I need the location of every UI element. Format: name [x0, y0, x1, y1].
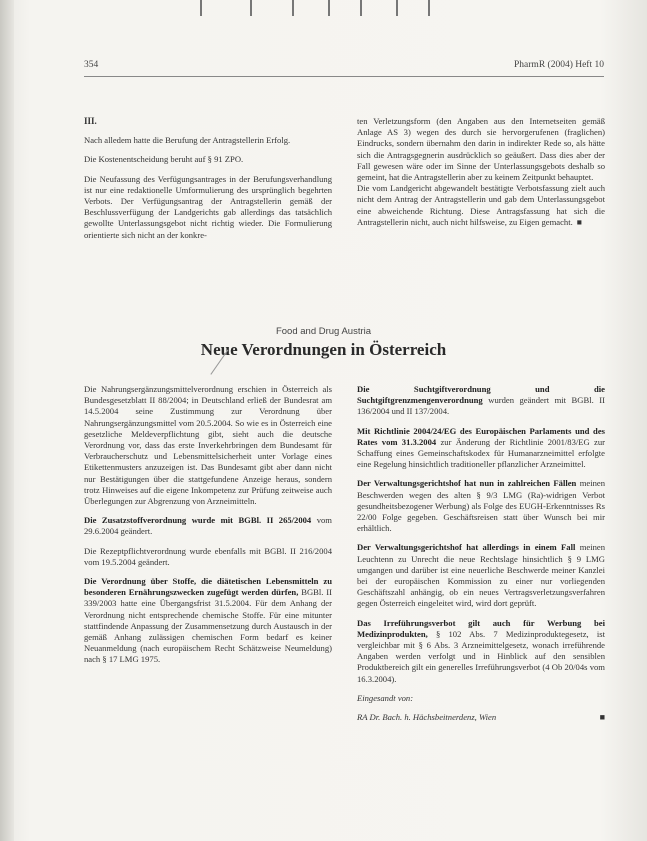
author-block [357, 693, 605, 723]
paragraph: Die Neufassung des Verfügungsantrages in der Berufungsverhandlung ist nur eine redaktionelle Umformulierung des ursprünglich begehrten Verbots. Der Verfügungsantrag der Antragstellerin gemäß der Beschlussverfügung der Landgerichts gab allerdings das tatsächlich gewollte Unterlassungsgebot nicht richtig wieder. Die Formulierung orientierte sich nicht an der konkre- [84, 173, 332, 240]
section-heading-iii: III. [84, 116, 97, 126]
paragraph-text: Die Rezeptpflichtverordnung wurde ebenfalls mit BGBl. II 216/2004 vom 19.5.2004 geändert. [84, 545, 332, 567]
paragraph-lead: Die Zusatzstoffverordnung wurde mit BGBl. II 265/2004 [84, 515, 312, 526]
paragraph-text: meinen Leuchtenn zu Unrecht die neue Rechtslage hinsichtlich § 9 LMG umgangen und darüber ist eine neuerliche Beschwerde meiner Kanzlei bei der europäischen Kommission zu einer nur vorliegenden Geschäftszahl anhängig, ob ein neues Vertragsverletzungsverfahren gegen Österreich eingeleitet wird, wird dort geprüft. [357, 542, 605, 609]
paragraph-text: meinen Beschwerden wegen des alten § 9/3 LMG (Ra)-widrigen Verbot gesundheitsbezogener Werbung) als Folge des EUGH-Erkenntnisses Rs 22/00 Folge gegeben. Geschäftsreisen statt über Wunsch bei mir erhältlich. [357, 478, 605, 534]
paragraph-text: zur Änderung der Richtlinie 2001/83/EG zur Schaffung eines Gemeinschaftskodex für Humanarzneimittel erfolgte eine Regelung hinsichtlich traditioneller pflanzlicher Arzneimittel. [357, 436, 605, 470]
paragraph-lead: Die Verordnung über Stoffe, die diätetischen Lebensmitteln zu besonderen Ernährungszwecken zugefügt werden dürfen, [84, 576, 332, 598]
paragraph [84, 546, 332, 568]
paragraph-text: wurden geändert mit BGBl. II 136/2004 und II 137/2004. [357, 395, 605, 417]
article-title: Neue Verordnungen in Österreich [200, 340, 447, 359]
paragraph [84, 515, 332, 537]
paragraph-lead: Die Suchtgiftverordnung und die Suchtgiftgrenzmengenverordnung [357, 384, 605, 406]
bottom-left-column [84, 384, 332, 666]
running-header [84, 60, 604, 74]
paragraph-text: BGBl. II 339/2003 hatte eine Übergangsfrist 31.5.2004. Für dem Anhang der Verordnung nicht entsprechende chemische Stoffe. Für eine mitunter stattfindende Anpassung der Zusammensetzung durch Austausch in der gemäß Anhang zulässigen chemischen Form bedarf es keiner Neuanmeldung (nach europäischem Recht Schätzweise Neumeldung) nach § 17 LMG 1975. [84, 587, 332, 665]
paragraph: Nach alledem hatte die Berufung der Antragstellerin Erfolg. [84, 135, 291, 146]
paragraph: ten Verletzungsform (den Angaben aus den Internetseiten gemäß Anlage AS 3) wegen des durch sie hervorgerufenen (fraglichen) Eindrucks, sondern übernahm den darin in indirekter Rede so, als hätte sich die Antragsgegnerin ausdrücklich so geäußert. Dass dies aber der Fall gewesen wäre oder im Sinne der Unterlassungsgebots deshalb so gemeint, hat die Antragstellerin aber zu keinem Zeitpunkt behauptet. [357, 116, 605, 183]
page-binding-shadow [0, 0, 14, 841]
paragraph-text: Die Nahrungsergänzungsmittelverordnung erschien in Österreich als Bundesgesetzblatt II 88/2004; in Deutschland erließ der Bundesrat am 14.5.2004 seine Zustimmung zur Verordnung über Nahrungsergänzungsmittel vom 20.5.2004. So wie es in Österreich eine gesetzliche Meldeverpflichtung gibt, sieht auch die deutsche Verordnung vor, dass das erste Inverkehrbringen dem Bundesamt für Verbraucherschutz und Lebensmittelsicherheit unter Vorlage eines Etikettenmusters anzuzeigen ist. Das Bundesamt gibt aber dann nicht nur Bestätigungen über die stattgefundene Anzeige heraus, sondern trotz Hinweises auf die eigene Inkompetenz zur Prüfung zeitweise auch Überlegungen zur Abgrenzung von Arzneimitteln. [84, 384, 332, 507]
paragraph [357, 478, 605, 534]
paragraph [357, 542, 605, 609]
journal-citation: PharmR (2004) Heft 10 [514, 60, 604, 70]
paragraph-lead: Mit Richtlinie 2004/24/EG des Europäischen Parlaments und des Rates vom 31.3.2004 [357, 425, 605, 447]
paragraph [84, 576, 332, 666]
paragraph-lead: Der Verwaltungsgerichtshof hat allerdings in einem Fall [357, 542, 576, 553]
paragraph [357, 618, 605, 685]
page-number: 354 [84, 60, 99, 70]
paragraph [357, 183, 605, 228]
paragraph-lead: Das Irreführungsverbot gilt auch für Werbung bei Medizinprodukten, [357, 617, 605, 639]
end-mark: ■ [576, 216, 582, 227]
paragraph [84, 384, 332, 507]
paragraph-text: § 102 Abs. 7 Medizinproduktegesetz, ist vergleichbar mit § 6 Abs. 3 Arzneimittelgesetz, wonach irreführende Angaben werden verfolgt und in Hinblick auf den sensiblen Produktbereich gilt ein generelles Irreführungsverbot (4 Ob 20/04s vom 16.3.2004). [357, 628, 605, 684]
top-left-column [84, 116, 332, 241]
paragraph-lead: Der Verwaltungsgerichtshof hat nun in zahlreichen Fällen [357, 478, 577, 489]
author-label: Eingesandt von: [357, 692, 414, 703]
paragraph [357, 384, 605, 418]
top-right-column [357, 116, 605, 228]
section-label: Food and Drug Austria [275, 326, 372, 337]
paragraph [357, 426, 605, 471]
scan-edge-marks [200, 0, 430, 16]
bottom-right-column [357, 384, 605, 731]
paragraph-text: vom 29.6.2004 geändert. [84, 515, 332, 537]
paragraph: Die Kostenentscheidung beruht auf § 91 ZPO. [84, 154, 244, 165]
author-name: RA Dr. Bach. h. Hächsbeitnerdenz, Wien [357, 712, 497, 723]
paragraph-text: Die vom Landgericht abgewandelt bestätigte Verbotsfassung zielt auch nicht dem Antrag der Antragstellerin und gab dem Unterlassungsgebot eine abweichende Richtung. Diese Antragsfassung hat sich die Antragstellerin nicht, auch nicht hilfsweise, zu Eigen gemacht. [357, 183, 605, 227]
end-mark: ■ [599, 712, 605, 723]
header-rule [84, 76, 604, 77]
